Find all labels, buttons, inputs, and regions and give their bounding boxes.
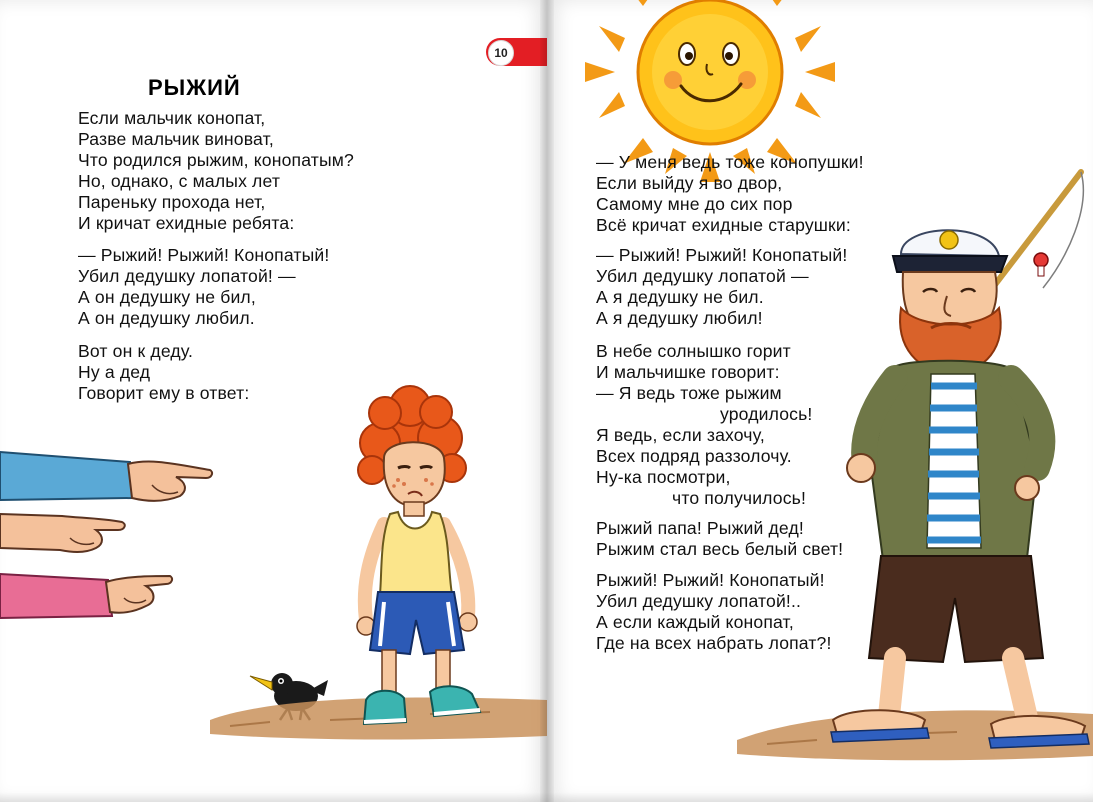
pointing-hands-illustration: [0, 440, 220, 630]
poem-line: Убил дедушку лопатой!..: [596, 591, 802, 611]
left-stanza-3: [78, 341, 249, 404]
poem-line: В небе солнышко горит: [596, 341, 791, 361]
poem-line: Я ведь, если захочу,: [596, 425, 765, 445]
poem-line: — Я ведь тоже рыжим: [596, 383, 782, 403]
poem-line: Где на всех набрать лопат?!: [596, 633, 832, 653]
poem-line: что получилось!: [672, 488, 807, 508]
right-stanza-3: [596, 341, 812, 509]
poem-title: РЫЖИЙ: [148, 75, 241, 100]
poem-line: Но, однако, с малых лет: [78, 171, 281, 191]
poem-line: Ну-ка посмотри,: [596, 467, 731, 487]
poem-line: Рыжий! Рыжий! Конопатый!: [596, 570, 825, 590]
page-number-tab: [486, 38, 547, 66]
sun-illustration: [595, 0, 825, 172]
red-haired-boy-illustration: [340, 388, 520, 738]
poem-line: Ну а дед: [78, 362, 151, 382]
right-stanza-4: [596, 518, 843, 560]
poem-line: Рыжим стал весь белый свет!: [596, 539, 844, 559]
poem-line: уродилось!: [720, 404, 813, 424]
poem-line: Пареньку прохода нет,: [78, 192, 266, 212]
poem-line: А если каждый конопат,: [596, 612, 794, 632]
poem-line: Убил дедушку лопатой —: [596, 266, 809, 286]
poem-line: Если мальчик конопат,: [78, 108, 266, 128]
right-stanza-1: [596, 152, 864, 236]
poem-line: Разве мальчик виноват,: [78, 129, 274, 149]
poem-line: — У меня ведь тоже конопушки!: [596, 152, 864, 172]
left-stanza-1: [78, 108, 354, 234]
poem-line: Если выйду я во двор,: [596, 173, 783, 193]
right-stanza-2: [596, 245, 847, 329]
poem-line: — Рыжий! Рыжий! Конопатый!: [596, 245, 848, 265]
poem-line: — Рыжий! Рыжий! Конопатый!: [78, 245, 330, 265]
poem-line: А он дедушку не бил,: [78, 287, 256, 307]
poem-line: Рыжий папа! Рыжий дед!: [596, 518, 804, 538]
poem-line: Всех подряд раззолочу.: [596, 446, 792, 466]
right-stanza-5: [596, 570, 832, 654]
right-page: [547, 0, 1093, 802]
poem-line: Самому мне до сих пор: [596, 194, 793, 214]
poem-line: Вот он к деду.: [78, 341, 194, 361]
poem-line: И мальчишке говорит:: [596, 362, 780, 382]
poem-line: А я дедушку любил!: [596, 308, 763, 328]
left-stanza-2: [78, 245, 329, 329]
poem-line: Всё кричат ехидные старушки:: [596, 215, 851, 235]
poem-line: А он дедушку любил.: [78, 308, 255, 328]
poem-line: Говорит ему в ответ:: [78, 383, 250, 403]
poem-line: И кричат ехидные ребята:: [78, 213, 295, 233]
grandfather-fisherman-illustration: [831, 168, 1093, 758]
page-number: 10: [488, 40, 514, 66]
poem-line: Убил дедушку лопатой! —: [78, 266, 296, 286]
poem-line: Что родился рыжим, конопатым?: [78, 150, 354, 170]
poem-line: А я дедушку не бил.: [596, 287, 764, 307]
